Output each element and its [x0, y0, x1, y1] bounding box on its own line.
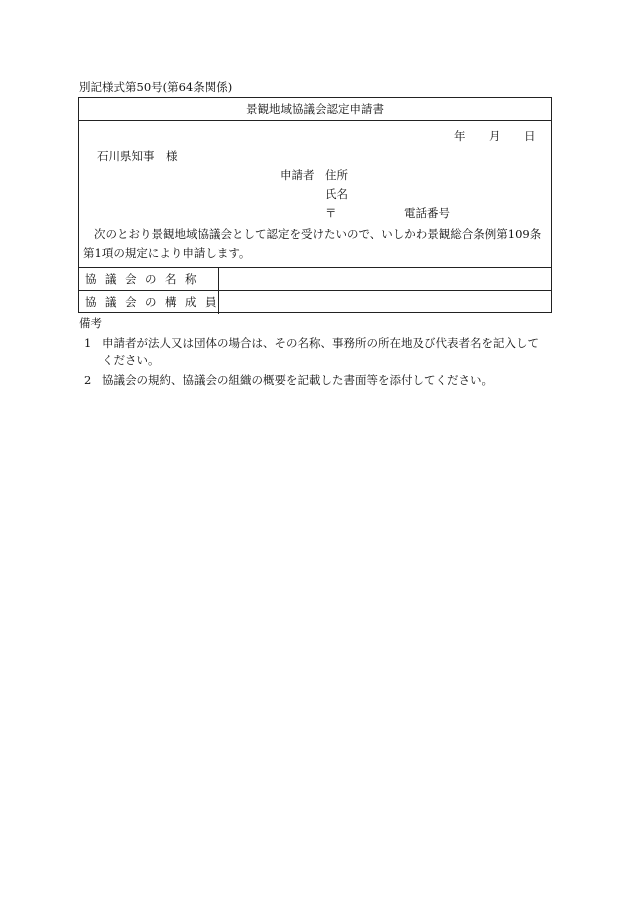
- field-label: 協議会の名称: [79, 268, 219, 291]
- remark-note: [84, 335, 550, 369]
- phone-label: 電話番号: [404, 206, 450, 220]
- note-text: 申請者が法人又は団体の場合は、その名称、事務所の所在地及び代表者名を記入してください。: [102, 336, 539, 367]
- applicant-label: 申請者: [280, 168, 315, 182]
- field-row-council-name: [79, 267, 551, 291]
- application-statement: 次のとおり景観地域協議会として認定を受けたいので、いしかわ景観総合条例第109条第1項の規定により申請します。: [83, 227, 542, 260]
- form-number: 別記様式第50号(第64条関係): [79, 80, 233, 94]
- date-month: 月: [489, 129, 501, 143]
- field-row-council-members: [79, 290, 551, 314]
- address-label: 住所: [325, 168, 348, 182]
- date-day: 日: [524, 129, 536, 143]
- date-year: 年: [454, 129, 466, 143]
- council-members-field[interactable]: [220, 291, 551, 314]
- note-text: 協議会の規約、協議会の組織の概要を記載した書面等を添付してください。: [102, 373, 493, 387]
- form-title: 景観地域協議会認定申請書: [79, 98, 551, 121]
- form-body: [79, 121, 551, 267]
- remark-note: [84, 372, 550, 389]
- note-number: 1: [84, 336, 92, 350]
- council-name-field[interactable]: [220, 268, 551, 291]
- addressee: 石川県知事 様: [97, 149, 178, 163]
- postal-mark: 〒: [325, 206, 337, 220]
- remarks-heading: 備考: [79, 316, 102, 330]
- application-form-table: [78, 97, 552, 313]
- date-line: [79, 129, 551, 143]
- note-number: 2: [84, 373, 92, 387]
- field-label: 協議会の構成員: [79, 291, 219, 314]
- name-label: 氏名: [325, 187, 348, 201]
